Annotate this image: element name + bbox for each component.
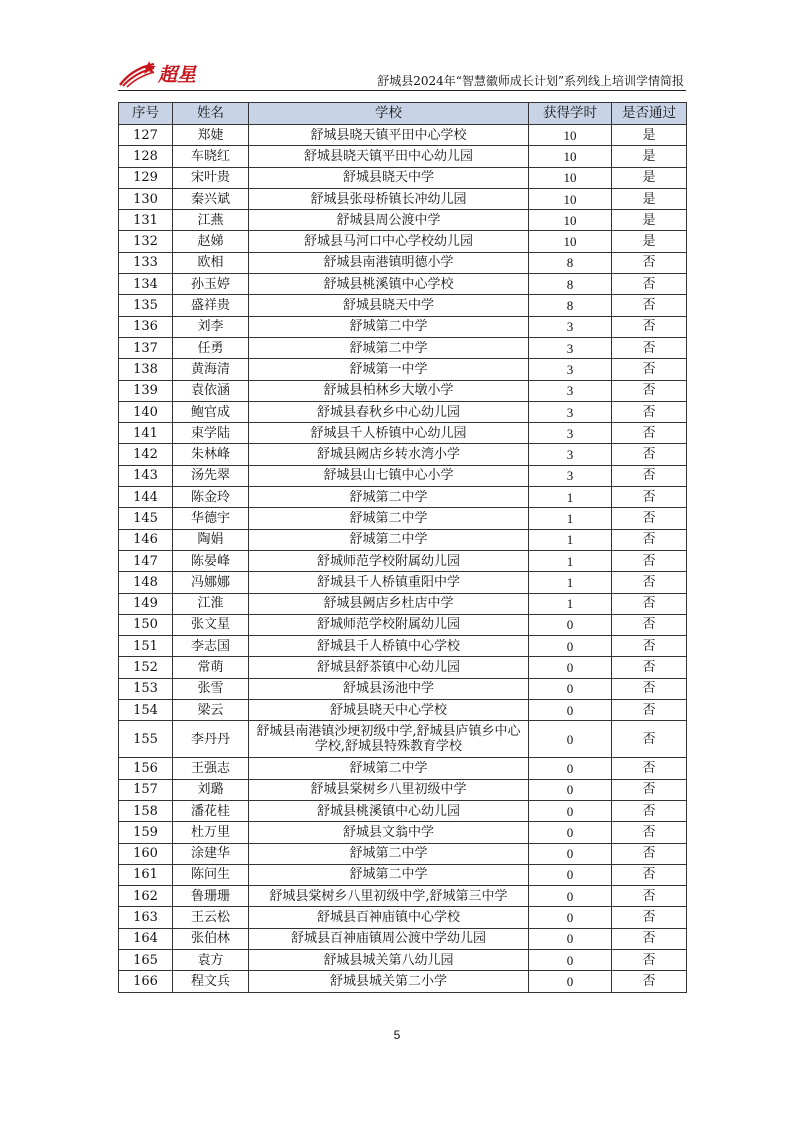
cell-hours: 0 [529,843,612,864]
cell-school: 舒城师范学校附属幼儿园 [249,614,529,635]
cell-hours: 0 [529,614,612,635]
cell-passed: 否 [612,423,687,444]
cell-passed: 否 [612,401,687,422]
cell-hours: 3 [529,444,612,465]
table-row [119,423,687,444]
cell-name: 李丹丹 [173,721,249,758]
cell-name: 梁云 [173,700,249,721]
cell-passed: 否 [612,337,687,358]
cell-name: 王云松 [173,907,249,928]
cell-no: 140 [119,401,173,422]
cell-no: 129 [119,167,173,188]
cell-name: 欧相 [173,252,249,273]
cell-name: 朱林峰 [173,444,249,465]
cell-no: 132 [119,231,173,252]
cell-hours: 10 [529,146,612,167]
table-row [119,822,687,843]
table-row [119,971,687,992]
cell-hours: 10 [529,125,612,146]
cell-name: 孙玉婷 [173,274,249,295]
cell-school: 舒城第二中学 [249,843,529,864]
cell-no: 130 [119,188,173,209]
cell-no: 141 [119,423,173,444]
cell-school: 舒城县晓天中学 [249,295,529,316]
table-row [119,231,687,252]
cell-hours: 0 [529,758,612,779]
cell-no: 133 [119,252,173,273]
cell-hours: 0 [529,971,612,992]
cell-hours: 1 [529,529,612,550]
cell-hours: 0 [529,822,612,843]
cell-passed: 否 [612,758,687,779]
cell-name: 郑婕 [173,125,249,146]
cell-passed: 否 [612,529,687,550]
cell-no: 154 [119,700,173,721]
column-header-name: 姓名 [173,103,249,125]
cell-passed: 否 [612,843,687,864]
cell-no: 160 [119,843,173,864]
cell-passed: 否 [612,657,687,678]
cell-no: 159 [119,822,173,843]
cell-no: 149 [119,593,173,614]
cell-name: 陈金玲 [173,487,249,508]
cell-no: 134 [119,274,173,295]
table-row [119,907,687,928]
table-row [119,758,687,779]
table-row [119,444,687,465]
table-row [119,359,687,380]
cell-hours: 3 [529,423,612,444]
cell-school: 舒城县百神庙镇周公渡中学幼儿园 [249,928,529,949]
cell-name: 袁方 [173,949,249,970]
cell-school: 舒城第二中学 [249,758,529,779]
cell-no: 165 [119,949,173,970]
cell-passed: 否 [612,800,687,821]
table-row [119,572,687,593]
cell-no: 151 [119,636,173,657]
cell-name: 华德宇 [173,508,249,529]
cell-passed: 否 [612,465,687,486]
cell-school: 舒城第二中学 [249,529,529,550]
table-row [119,316,687,337]
cell-name: 程文兵 [173,971,249,992]
cell-hours: 1 [529,550,612,571]
table-body [119,125,687,993]
cell-hours: 0 [529,928,612,949]
cell-hours: 3 [529,316,612,337]
cell-no: 148 [119,572,173,593]
cell-hours: 3 [529,337,612,358]
cell-hours: 0 [529,636,612,657]
cell-passed: 否 [612,721,687,758]
cell-no: 142 [119,444,173,465]
cell-passed: 否 [612,380,687,401]
chaoxing-logo [118,58,198,88]
cell-name: 盛祥贵 [173,295,249,316]
report-title: 舒城县2024年“智慧徽师成长计划”系列线上培训学情简报 [377,74,684,88]
cell-name: 鲍官成 [173,401,249,422]
cell-school: 舒城第一中学 [249,359,529,380]
column-header-school: 学校 [249,103,529,125]
cell-school: 舒城县晓天中学 [249,167,529,188]
cell-school: 舒城县汤池中学 [249,678,529,699]
cell-school: 舒城县城关第二小学 [249,971,529,992]
cell-passed: 否 [612,444,687,465]
table-row [119,928,687,949]
table-row [119,487,687,508]
table-row [119,188,687,209]
cell-hours: 0 [529,886,612,907]
cell-hours: 0 [529,949,612,970]
table-row [119,593,687,614]
cell-passed: 是 [612,231,687,252]
cell-no: 163 [119,907,173,928]
cell-school: 舒城第二中学 [249,864,529,885]
cell-school: 舒城县棠树乡八里初级中学,舒城第三中学 [249,886,529,907]
cell-no: 166 [119,971,173,992]
cell-passed: 否 [612,779,687,800]
table-row [119,465,687,486]
cell-passed: 否 [612,907,687,928]
table-row [119,949,687,970]
cell-no: 144 [119,487,173,508]
cell-hours: 10 [529,210,612,231]
svg-text:超星: 超星 [158,64,197,86]
cell-school: 舒城县棠树乡八里初级中学 [249,779,529,800]
cell-no: 153 [119,678,173,699]
cell-hours: 1 [529,593,612,614]
cell-name: 黄海清 [173,359,249,380]
cell-passed: 否 [612,550,687,571]
cell-school: 舒城第二中学 [249,508,529,529]
cell-no: 135 [119,295,173,316]
cell-passed: 否 [612,295,687,316]
table-header-row [119,103,687,125]
cell-school: 舒城县晓天镇平田中心学校 [249,125,529,146]
cell-name: 李志国 [173,636,249,657]
cell-no: 139 [119,380,173,401]
cell-name: 江淮 [173,593,249,614]
cell-school: 舒城县周公渡中学 [249,210,529,231]
table-row [119,614,687,635]
cell-name: 秦兴斌 [173,188,249,209]
cell-no: 146 [119,529,173,550]
cell-school: 舒城县南港镇明德小学 [249,252,529,273]
cell-passed: 否 [612,636,687,657]
cell-name: 鲁珊珊 [173,886,249,907]
table-row [119,125,687,146]
cell-passed: 否 [612,359,687,380]
cell-school: 舒城县南港镇沙埂初级中学,舒城县庐镇乡中心学校,舒城县特殊教育学校 [249,721,529,758]
page-header [118,58,686,92]
cell-hours: 1 [529,487,612,508]
cell-name: 束学陆 [173,423,249,444]
cell-school: 舒城第二中学 [249,487,529,508]
cell-passed: 否 [612,593,687,614]
table-row [119,252,687,273]
table-row [119,721,687,758]
cell-hours: 0 [529,779,612,800]
cell-no: 128 [119,146,173,167]
cell-no: 145 [119,508,173,529]
training-results-table [118,102,687,993]
cell-hours: 3 [529,401,612,422]
column-header-passed: 是否通过 [612,103,687,125]
cell-passed: 否 [612,678,687,699]
table-row [119,167,687,188]
cell-name: 刘李 [173,316,249,337]
column-header-no: 序号 [119,103,173,125]
cell-school: 舒城县马河口中心学校幼儿园 [249,231,529,252]
cell-name: 冯娜娜 [173,572,249,593]
table-row [119,657,687,678]
cell-passed: 是 [612,167,687,188]
table-row [119,274,687,295]
cell-no: 131 [119,210,173,231]
cell-passed: 是 [612,125,687,146]
cell-school: 舒城师范学校附属幼儿园 [249,550,529,571]
cell-school: 舒城县千人桥镇中心幼儿园 [249,423,529,444]
cell-no: 137 [119,337,173,358]
cell-no: 158 [119,800,173,821]
table-row [119,550,687,571]
table-row [119,864,687,885]
cell-hours: 0 [529,864,612,885]
cell-passed: 是 [612,146,687,167]
cell-hours: 8 [529,274,612,295]
cell-hours: 10 [529,188,612,209]
cell-hours: 1 [529,508,612,529]
table-row [119,529,687,550]
cell-name: 杜万里 [173,822,249,843]
table-row [119,779,687,800]
cell-school: 舒城县文翁中学 [249,822,529,843]
cell-passed: 否 [612,572,687,593]
table-row [119,843,687,864]
cell-name: 赵娣 [173,231,249,252]
cell-no: 143 [119,465,173,486]
cell-school: 舒城县城关第八幼儿园 [249,949,529,970]
table-row [119,295,687,316]
cell-school: 舒城县桃溪镇中心学校 [249,274,529,295]
table-row [119,380,687,401]
cell-hours: 0 [529,657,612,678]
cell-name: 任勇 [173,337,249,358]
cell-no: 136 [119,316,173,337]
cell-hours: 0 [529,678,612,699]
cell-passed: 否 [612,822,687,843]
cell-school: 舒城第二中学 [249,337,529,358]
cell-hours: 3 [529,380,612,401]
cell-name: 江燕 [173,210,249,231]
cell-school: 舒城县舒茶镇中心幼儿园 [249,657,529,678]
cell-name: 袁依涵 [173,380,249,401]
cell-school: 舒城县山七镇中心小学 [249,465,529,486]
cell-name: 张雪 [173,678,249,699]
table-row [119,886,687,907]
cell-no: 162 [119,886,173,907]
cell-hours: 8 [529,252,612,273]
cell-passed: 否 [612,928,687,949]
table-row [119,700,687,721]
cell-school: 舒城县桃溪镇中心幼儿园 [249,800,529,821]
cell-no: 152 [119,657,173,678]
cell-hours: 10 [529,167,612,188]
cell-no: 138 [119,359,173,380]
cell-school: 舒城县张母桥镇长冲幼儿园 [249,188,529,209]
cell-hours: 8 [529,295,612,316]
cell-passed: 否 [612,316,687,337]
cell-school: 舒城第二中学 [249,316,529,337]
cell-name: 陶娟 [173,529,249,550]
cell-passed: 否 [612,508,687,529]
cell-school: 舒城县千人桥镇中心学校 [249,636,529,657]
cell-passed: 否 [612,971,687,992]
cell-no: 164 [119,928,173,949]
cell-hours: 3 [529,359,612,380]
cell-name: 车晓红 [173,146,249,167]
cell-name: 张文星 [173,614,249,635]
cell-school: 舒城县晓天镇平田中心幼儿园 [249,146,529,167]
cell-name: 常萌 [173,657,249,678]
cell-passed: 否 [612,700,687,721]
cell-school: 舒城县百神庙镇中心学校 [249,907,529,928]
cell-hours: 0 [529,700,612,721]
table-row [119,636,687,657]
cell-no: 155 [119,721,173,758]
table-row [119,210,687,231]
table-row [119,146,687,167]
cell-passed: 否 [612,864,687,885]
table-row [119,337,687,358]
cell-passed: 否 [612,274,687,295]
cell-hours: 10 [529,231,612,252]
cell-hours: 0 [529,721,612,758]
cell-name: 涂建华 [173,843,249,864]
column-header-hours: 获得学时 [529,103,612,125]
table-row [119,800,687,821]
cell-name: 王强志 [173,758,249,779]
cell-passed: 否 [612,949,687,970]
cell-school: 舒城县阙店乡杜店中学 [249,593,529,614]
cell-school: 舒城县阙店乡转水湾小学 [249,444,529,465]
table-row [119,678,687,699]
cell-passed: 是 [612,188,687,209]
cell-school: 舒城县柏林乡大墩小学 [249,380,529,401]
cell-hours: 0 [529,907,612,928]
table-row [119,401,687,422]
cell-name: 潘花桂 [173,800,249,821]
page-number: 5 [393,1028,401,1042]
cell-no: 157 [119,779,173,800]
cell-school: 舒城县晓天中心学校 [249,700,529,721]
table-row [119,508,687,529]
cell-hours: 3 [529,465,612,486]
cell-name: 陈晏峰 [173,550,249,571]
cell-hours: 0 [529,800,612,821]
cell-name: 汤先翠 [173,465,249,486]
cell-passed: 是 [612,210,687,231]
cell-school: 舒城县千人桥镇重阳中学 [249,572,529,593]
cell-name: 宋叶贵 [173,167,249,188]
cell-passed: 否 [612,252,687,273]
cell-name: 陈问生 [173,864,249,885]
cell-no: 150 [119,614,173,635]
cell-passed: 否 [612,614,687,635]
header-divider [118,90,686,91]
cell-name: 张伯林 [173,928,249,949]
cell-passed: 否 [612,487,687,508]
cell-passed: 否 [612,886,687,907]
cell-no: 161 [119,864,173,885]
cell-no: 147 [119,550,173,571]
cell-hours: 1 [529,572,612,593]
cell-name: 刘璐 [173,779,249,800]
cell-no: 127 [119,125,173,146]
cell-no: 156 [119,758,173,779]
cell-school: 舒城县春秋乡中心幼儿园 [249,401,529,422]
